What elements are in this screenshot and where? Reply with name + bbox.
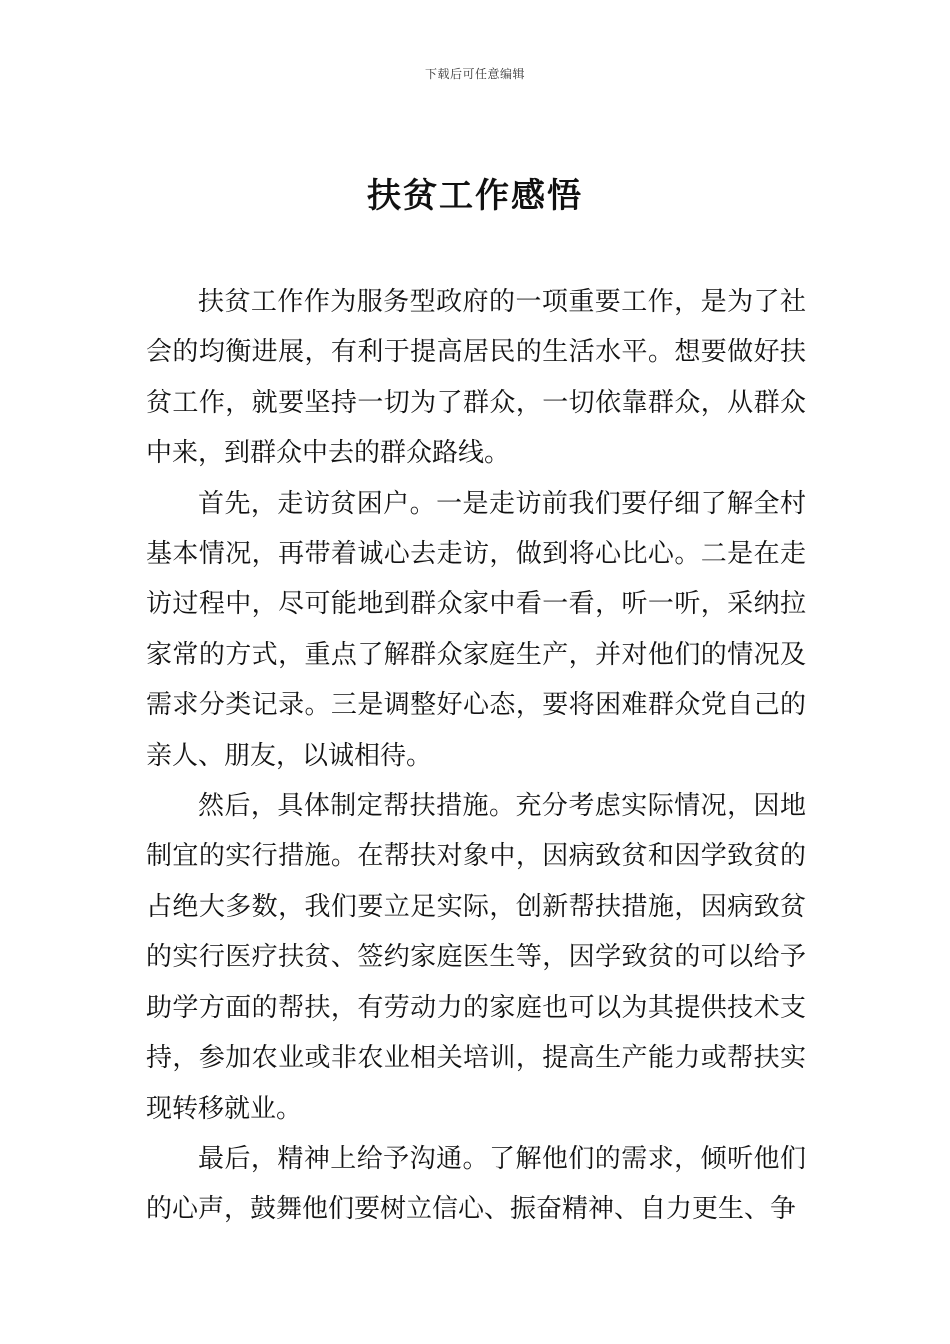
header-note: 下载后可任意编辑: [424, 67, 525, 81]
paragraph-assistance-measures: 然后，具体制定帮扶措施。充分考虑实际情况，因地制宜的实行措施。在帮扶对象中，因病致贫和因学致贫的占绝大多数，我们要立足实际，创新帮扶措施，因病致贫的实行医疗扶贫、签约家庭医生等，因学致贫的可以给予助学方面的帮扶，有劳动力的家庭也可以为其提供技术支持，参加农业或非农业相关培训，提高生产能力或帮扶实现转移就业。: [146, 791, 806, 1124]
paragraph-visit-households: 首先，走访贫困户。一是走访前我们要仔细了解全村基本情况，再带着诚心去走访，做到将心比心。二是在走访过程中，尽可能地到群众家中看一看，听一听，采纳拉家常的方式，重点了解群众家庭生产，并对他们的情况及需求分类记录。三是调整好心态，要将困难群众党自己的亲人、朋友，以诚相待。: [146, 488, 806, 771]
paragraph-spiritual-communication: 最后，精神上给予沟通。了解他们的需求，倾听他们的心声，鼓舞他们要树立信心、振奋精神、自力更生、争: [146, 1143, 806, 1225]
paragraph-intro: 扶贫工作作为服务型政府的一项重要工作，是为了社会的均衡进展，有利于提高居民的生活水平。想要做好扶贫工作，就要坚持一切为了群众，一切依靠群众，从群众中来，到群众中去的群众路线。: [146, 287, 806, 469]
document-title: 扶贫工作感悟: [367, 176, 583, 216]
document-body: [146, 277, 806, 1235]
